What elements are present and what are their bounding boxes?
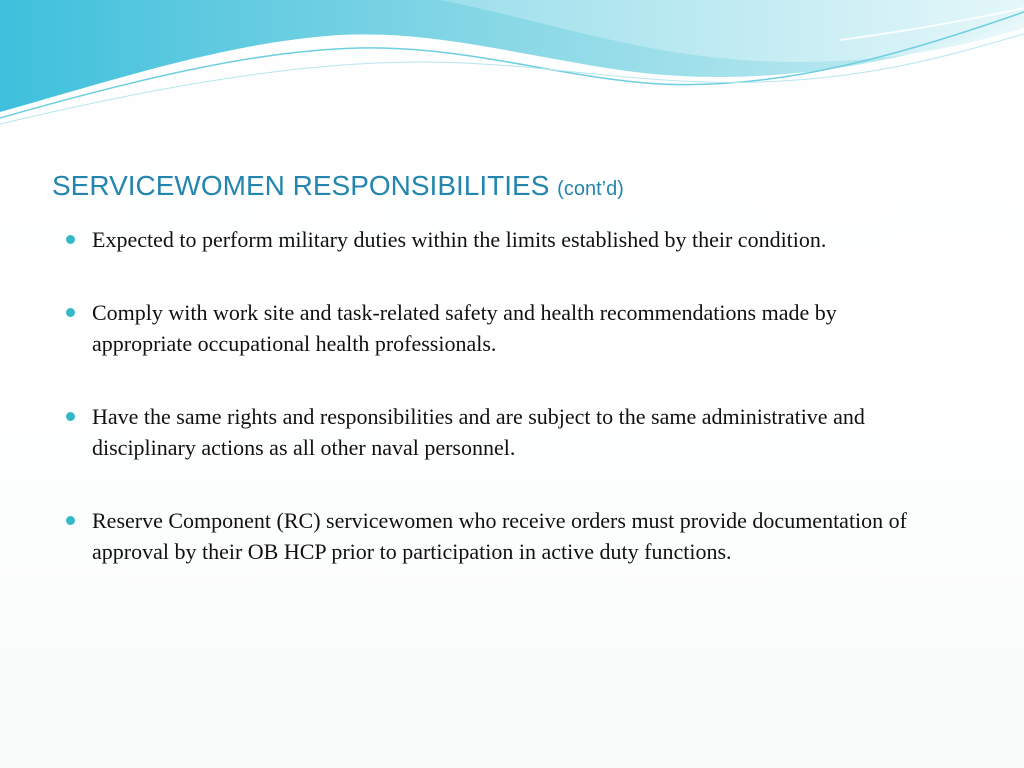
- slide-title-suffix: (cont’d): [557, 178, 624, 200]
- bullet-text: Have the same rights and responsibilities and are subject to the same administrative and disciplinary actions as all other naval personnel.: [92, 404, 865, 460]
- bullet-dot-icon: [66, 308, 75, 317]
- bullet-item: [66, 505, 936, 567]
- bullet-item: [66, 224, 936, 255]
- bullet-text: Expected to perform military duties within the limits established by their condition.: [92, 227, 827, 252]
- bullet-dot-icon: [66, 516, 75, 525]
- slide-title: [52, 166, 972, 209]
- bullet-list: [66, 224, 936, 609]
- bullet-dot-icon: [66, 412, 75, 421]
- bullet-item: [66, 401, 936, 463]
- slide-title-main: SERVICEWOMEN RESPONSIBILITIES: [52, 170, 550, 201]
- bullet-dot-icon: [66, 235, 75, 244]
- decorative-wave-banner: [0, 0, 1024, 130]
- bullet-item: [66, 297, 936, 359]
- bullet-text: Reserve Component (RC) servicewomen who receive orders must provide documentation of approval by their OB HCP prior to participation in active duty functions.: [92, 508, 907, 564]
- bullet-text: Comply with work site and task-related safety and health recommendations made by appropriate occupational health professionals.: [92, 300, 837, 356]
